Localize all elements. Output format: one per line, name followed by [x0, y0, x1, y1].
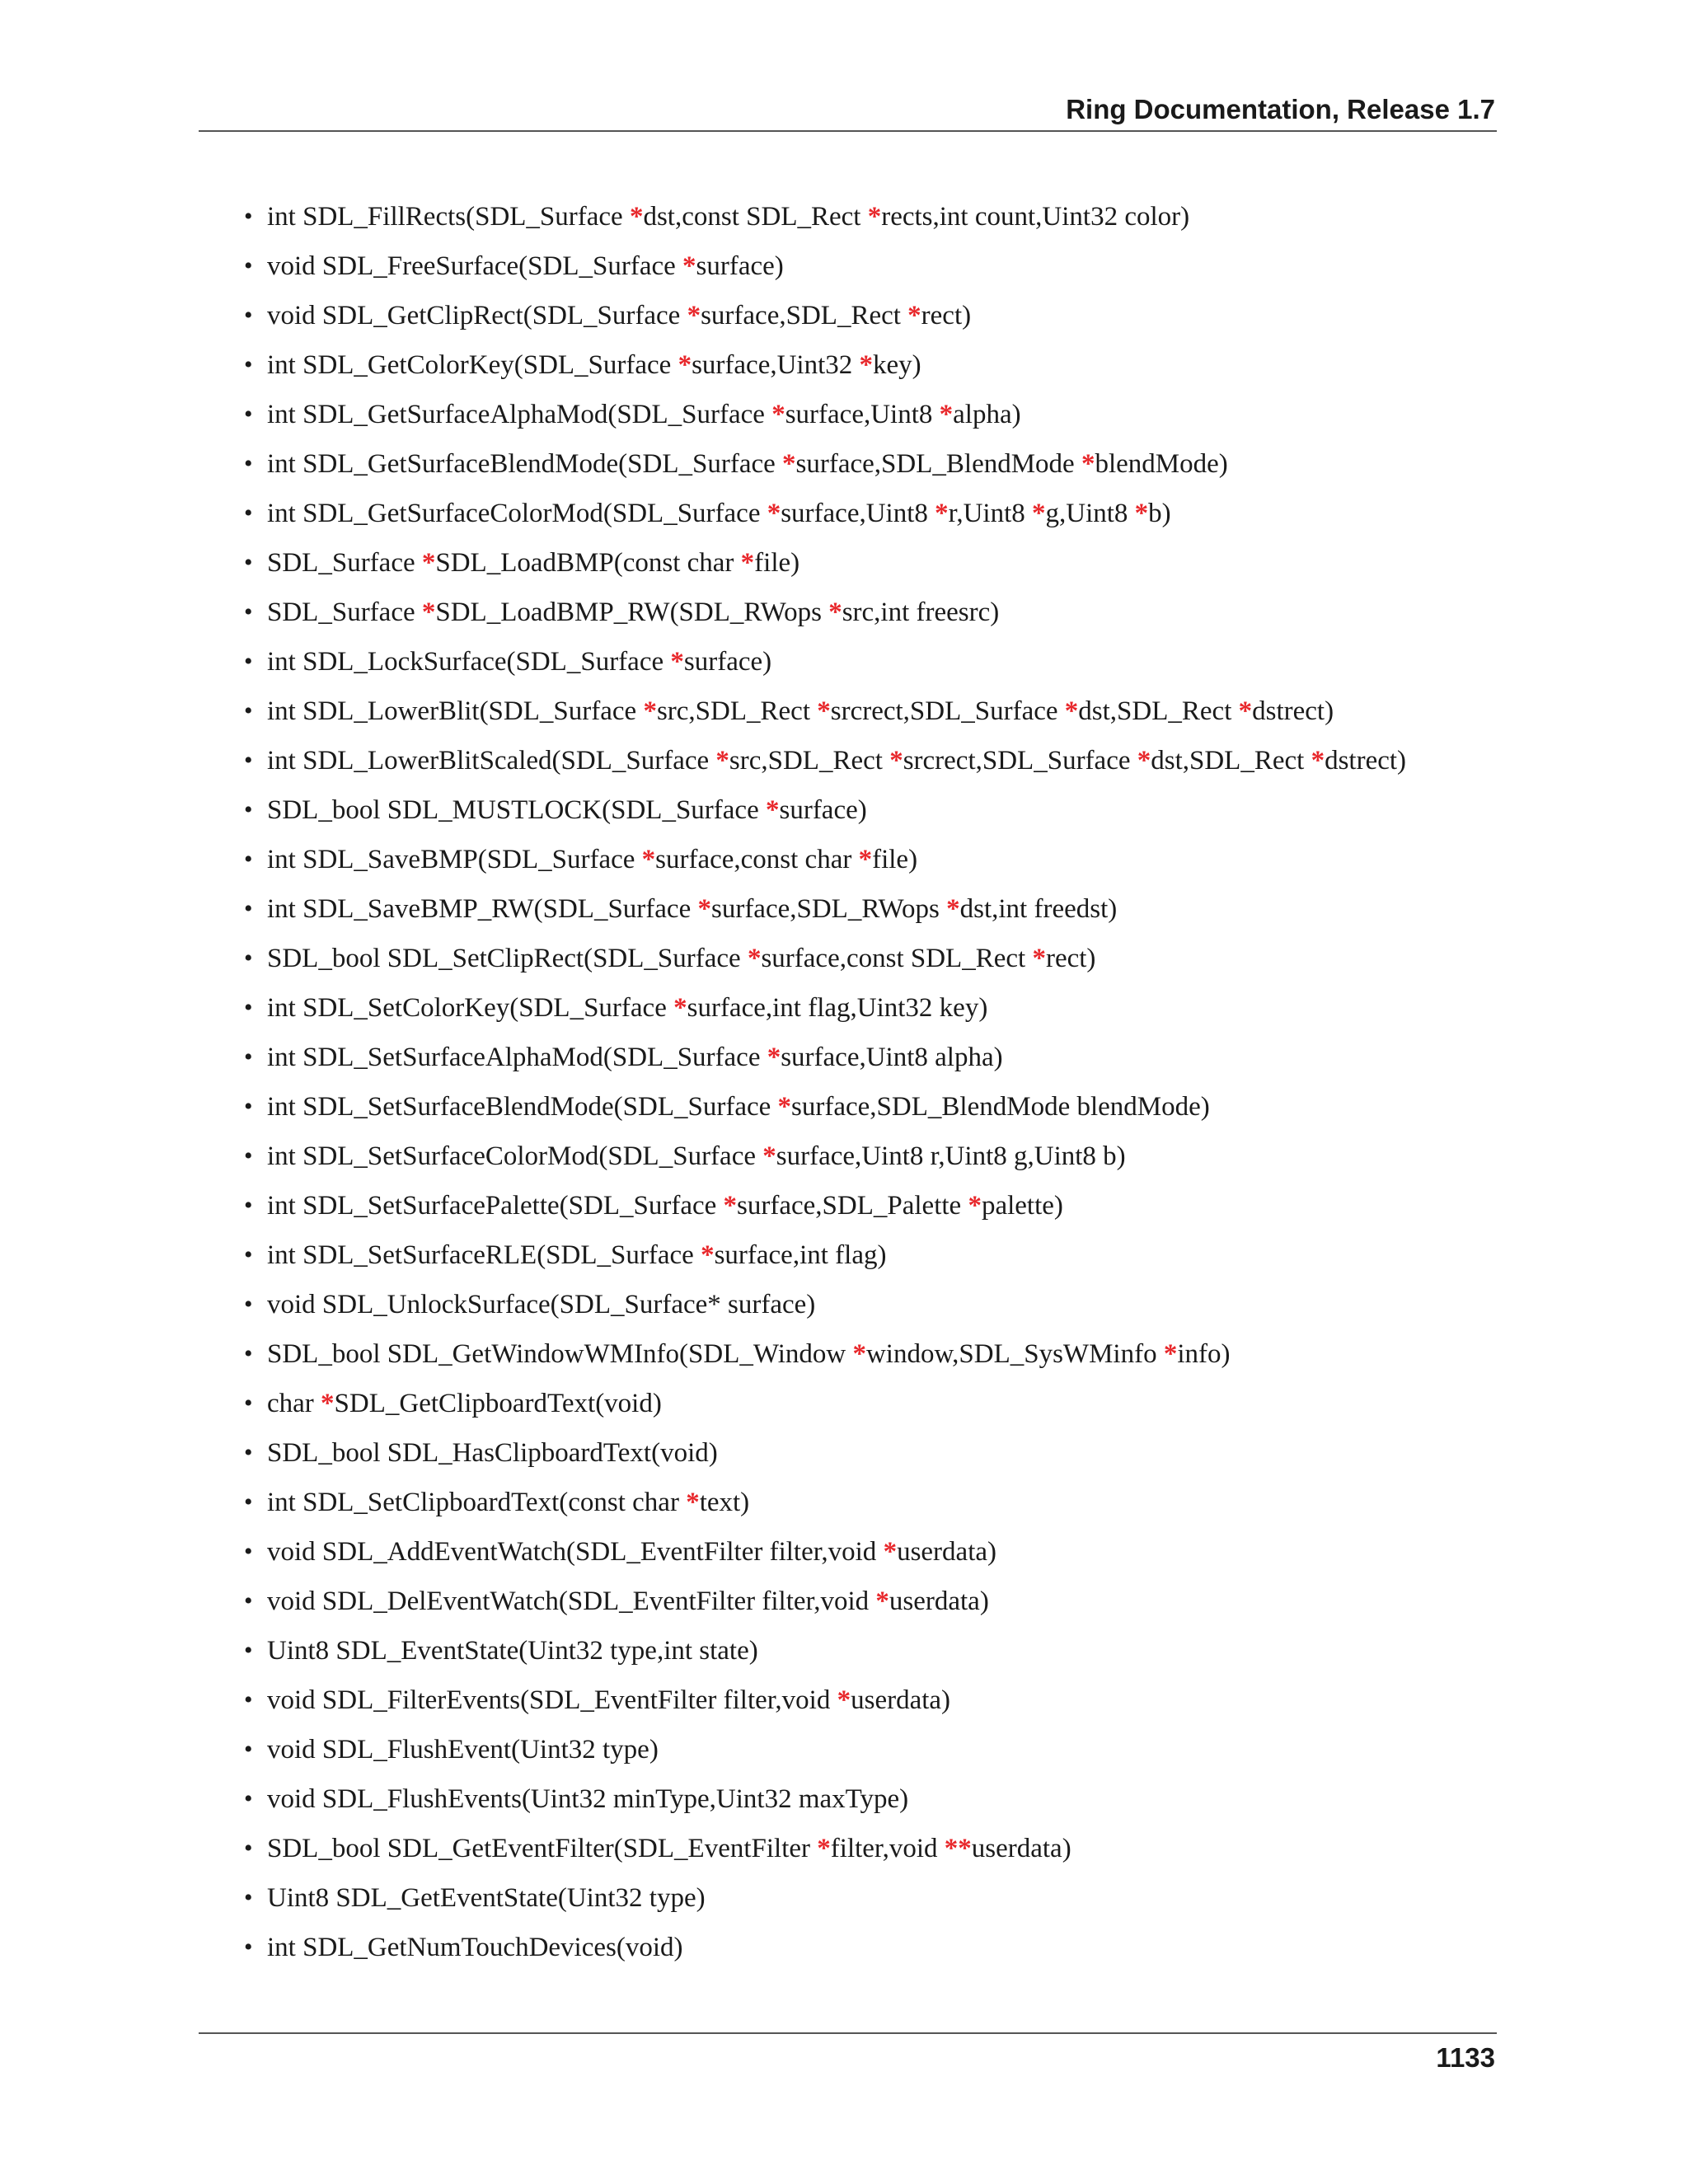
function-signature: int SDL_SetSurfaceRLE(SDL_Surface *surface,int flag) — [267, 1240, 887, 1270]
pointer-star: * — [1064, 696, 1079, 726]
list-item — [244, 1877, 1497, 1926]
bullet-icon: • — [244, 1587, 253, 1615]
pointer-star: * — [944, 1834, 959, 1863]
pointer-star: * — [852, 1339, 866, 1369]
function-signature: char *SDL_GetClipboardText(void) — [267, 1389, 662, 1418]
bullet-icon: • — [244, 1488, 253, 1516]
pointer-star: * — [687, 301, 701, 330]
bullet-icon: • — [244, 994, 253, 1021]
bullet-icon: • — [244, 1538, 253, 1565]
function-signature: int SDL_LockSurface(SDL_Surface *surface) — [267, 647, 772, 677]
pointer-star: * — [641, 845, 656, 874]
bullet-icon: • — [244, 401, 253, 428]
list-item — [244, 1580, 1497, 1629]
list-item — [244, 937, 1497, 987]
list-item — [244, 1432, 1497, 1481]
function-signature: void SDL_AddEventWatch(SDL_EventFilter filter,void *userdata) — [267, 1537, 996, 1567]
function-signature: int SDL_SetSurfaceBlendMode(SDL_Surface *surface,SDL_BlendMode blendMode) — [267, 1092, 1210, 1122]
pointer-star: * — [701, 1240, 715, 1270]
function-signature: int SDL_LowerBlitScaled(SDL_Surface *src,SDL_Rect *srcrect,SDL_Surface *dst,SDL_Rect *dstrect) — [267, 746, 1407, 776]
pointer-star: * — [1032, 499, 1046, 528]
bullet-icon: • — [244, 1241, 253, 1268]
pointer-star: * — [968, 1191, 982, 1221]
list-item — [244, 1085, 1497, 1135]
pointer-star: * — [875, 1586, 889, 1616]
pointer-star: * — [643, 696, 657, 726]
bullet-icon: • — [244, 351, 253, 378]
function-signature: int SDL_SetClipboardText(const char *text) — [267, 1488, 750, 1517]
bullet-icon: • — [244, 499, 253, 527]
pointer-star: * — [740, 548, 755, 578]
function-signature: int SDL_GetSurfaceColorMod(SDL_Surface *surface,Uint8 *r,Uint8 *g,Uint8 *b) — [267, 499, 1171, 528]
pointer-star: * — [1311, 746, 1325, 776]
pointer-star: * — [1134, 499, 1149, 528]
pointer-star: * — [935, 499, 949, 528]
page-header — [199, 91, 1497, 132]
pointer-star: * — [958, 1834, 972, 1863]
pointer-star: * — [837, 1685, 851, 1715]
bullet-icon: • — [244, 1291, 253, 1318]
bullet-icon: • — [244, 846, 253, 873]
bullet-icon: • — [244, 450, 253, 477]
pointer-star: * — [321, 1389, 335, 1418]
bullet-icon: • — [244, 549, 253, 576]
list-item — [244, 690, 1497, 739]
list-item — [244, 987, 1497, 1036]
list-item — [244, 838, 1497, 888]
pointer-star: * — [782, 449, 796, 479]
function-signature: SDL_bool SDL_SetClipRect(SDL_Surface *surface,const SDL_Rect *rect) — [267, 944, 1096, 973]
pointer-star: * — [771, 400, 785, 429]
function-signature: void SDL_FlushEvent(Uint32 type) — [267, 1735, 659, 1765]
function-signature: SDL_bool SDL_GetEventFilter(SDL_EventFilter *filter,void **userdata) — [267, 1834, 1071, 1863]
function-signature: SDL_Surface *SDL_LoadBMP(const char *file) — [267, 548, 800, 578]
list-item — [244, 739, 1497, 789]
pointer-star: * — [686, 1488, 700, 1517]
pointer-star: * — [767, 499, 781, 528]
list-item — [244, 294, 1497, 344]
page-content — [244, 195, 1497, 1975]
list-item — [244, 640, 1497, 690]
list-item — [244, 1382, 1497, 1432]
bullet-icon: • — [244, 1390, 253, 1417]
bullet-icon: • — [244, 1736, 253, 1763]
bullet-icon: • — [244, 1933, 253, 1961]
pointer-star: * — [629, 202, 644, 232]
pointer-star: * — [939, 400, 954, 429]
list-item — [244, 492, 1497, 541]
pointer-star: * — [777, 1092, 792, 1122]
function-signature: SDL_bool SDL_GetWindowWMInfo(SDL_Window *window,SDL_SysWMinfo *info) — [267, 1339, 1231, 1369]
function-signature: int SDL_GetColorKey(SDL_Surface *surface,Uint32 *key) — [267, 350, 921, 380]
bullet-icon: • — [244, 1884, 253, 1911]
function-list — [244, 195, 1497, 1975]
pointer-star: * — [1081, 449, 1095, 479]
page-footer — [199, 2032, 1497, 2073]
pointer-star: * — [723, 1191, 738, 1221]
pointer-star: * — [828, 598, 842, 627]
bullet-icon: • — [244, 1142, 253, 1169]
function-signature: int SDL_SetColorKey(SDL_Surface *surface,int flag,Uint32 key) — [267, 993, 988, 1023]
function-signature: SDL_bool SDL_HasClipboardText(void) — [267, 1438, 718, 1468]
bullet-icon: • — [244, 302, 253, 329]
list-item — [244, 245, 1497, 294]
bullet-icon: • — [244, 796, 253, 823]
list-item — [244, 1926, 1497, 1975]
pointer-star: * — [817, 696, 831, 726]
bullet-icon: • — [244, 1093, 253, 1120]
list-item — [244, 1135, 1497, 1184]
function-signature: void SDL_GetClipRect(SDL_Surface *surface,SDL_Rect *rect) — [267, 301, 972, 330]
pointer-star: * — [747, 944, 762, 973]
list-item — [244, 888, 1497, 937]
pointer-star: * — [421, 598, 436, 627]
function-signature: int SDL_SaveBMP_RW(SDL_Surface *surface,SDL_RWops *dst,int freedst) — [267, 894, 1118, 924]
pointer-star: * — [1238, 696, 1253, 726]
pointer-star: * — [767, 1043, 781, 1072]
list-item — [244, 1629, 1497, 1679]
pointer-star: * — [762, 1141, 776, 1171]
pointer-star: * — [946, 894, 960, 924]
list-item — [244, 1283, 1497, 1333]
list-item — [244, 541, 1497, 591]
list-item — [244, 789, 1497, 838]
function-signature: Uint8 SDL_EventState(Uint32 type,int state) — [267, 1636, 758, 1666]
pointer-star: * — [1032, 944, 1046, 973]
list-item — [244, 1778, 1497, 1827]
pointer-star: * — [673, 993, 687, 1023]
list-item — [244, 1481, 1497, 1530]
function-signature: int SDL_SetSurfacePalette(SDL_Surface *surface,SDL_Palette *palette) — [267, 1191, 1063, 1221]
function-signature: void SDL_DelEventWatch(SDL_EventFilter filter,void *userdata) — [267, 1586, 989, 1616]
bullet-icon: • — [244, 944, 253, 972]
function-signature: void SDL_FilterEvents(SDL_EventFilter filter,void *userdata) — [267, 1685, 951, 1715]
bullet-icon: • — [244, 1439, 253, 1466]
function-signature: int SDL_GetSurfaceBlendMode(SDL_Surface *surface,SDL_BlendMode *blendMode) — [267, 449, 1228, 479]
bullet-icon: • — [244, 1686, 253, 1713]
bullet-icon: • — [244, 203, 253, 230]
list-item — [244, 1184, 1497, 1234]
bullet-icon: • — [244, 1835, 253, 1862]
pointer-star: * — [1163, 1339, 1178, 1369]
list-item — [244, 393, 1497, 443]
function-signature: void SDL_FreeSurface(SDL_Surface *surface) — [267, 251, 784, 281]
function-signature: int SDL_SetSurfaceColorMod(SDL_Surface *surface,Uint8 r,Uint8 g,Uint8 b) — [267, 1141, 1126, 1171]
pointer-star: * — [883, 1537, 898, 1567]
pointer-star: * — [715, 746, 729, 776]
function-signature: SDL_Surface *SDL_LoadBMP_RW(SDL_RWops *src,int freesrc) — [267, 598, 1000, 627]
bullet-icon: • — [244, 895, 253, 922]
list-item — [244, 1036, 1497, 1085]
pointer-star: * — [682, 251, 696, 281]
function-signature: void SDL_FlushEvents(Uint32 minType,Uint32 maxType) — [267, 1784, 909, 1814]
function-signature: int SDL_SaveBMP(SDL_Surface *surface,const char *file) — [267, 845, 918, 874]
function-signature: int SDL_GetNumTouchDevices(void) — [267, 1933, 683, 1962]
list-item — [244, 1234, 1497, 1283]
list-item — [244, 1530, 1497, 1580]
bullet-icon: • — [244, 598, 253, 626]
list-item — [244, 195, 1497, 245]
bullet-icon: • — [244, 1637, 253, 1664]
pointer-star: * — [907, 301, 921, 330]
pointer-star: * — [867, 202, 882, 232]
list-item — [244, 1679, 1497, 1728]
page-number: 1133 — [1436, 2042, 1495, 2073]
pointer-star: * — [670, 647, 684, 677]
bullet-icon: • — [244, 648, 253, 675]
bullet-icon: • — [244, 1340, 253, 1367]
pointer-star: * — [859, 350, 874, 380]
list-item — [244, 344, 1497, 393]
pointer-star: * — [858, 845, 873, 874]
list-item — [244, 1333, 1497, 1382]
pointer-star: * — [678, 350, 692, 380]
pointer-star: * — [889, 746, 903, 776]
function-signature: int SDL_FillRects(SDL_Surface *dst,const SDL_Rect *rects,int count,Uint32 color) — [267, 202, 1190, 232]
list-item — [244, 591, 1497, 640]
list-item — [244, 443, 1497, 492]
bullet-icon: • — [244, 1043, 253, 1071]
pointer-star: * — [421, 548, 436, 578]
list-item — [244, 1827, 1497, 1877]
bullet-icon: • — [244, 1785, 253, 1812]
function-signature: int SDL_LowerBlit(SDL_Surface *src,SDL_Rect *srcrect,SDL_Surface *dst,SDL_Rect *dstrect) — [267, 696, 1334, 726]
bullet-icon: • — [244, 747, 253, 774]
pointer-star: * — [697, 894, 711, 924]
bullet-icon: • — [244, 252, 253, 279]
document-title: Ring Documentation, Release 1.7 — [1066, 94, 1495, 124]
pointer-star: * — [765, 795, 780, 825]
pointer-star: * — [1137, 746, 1151, 776]
function-signature: Uint8 SDL_GetEventState(Uint32 type) — [267, 1883, 706, 1913]
function-signature: int SDL_SetSurfaceAlphaMod(SDL_Surface *surface,Uint8 alpha) — [267, 1043, 1003, 1072]
list-item — [244, 1728, 1497, 1778]
function-signature: SDL_bool SDL_MUSTLOCK(SDL_Surface *surface) — [267, 795, 867, 825]
bullet-icon: • — [244, 697, 253, 724]
pointer-star: * — [817, 1834, 831, 1863]
function-signature: void SDL_UnlockSurface(SDL_Surface* surface) — [267, 1290, 816, 1319]
bullet-icon: • — [244, 1192, 253, 1219]
function-signature: int SDL_GetSurfaceAlphaMod(SDL_Surface *surface,Uint8 *alpha) — [267, 400, 1021, 429]
